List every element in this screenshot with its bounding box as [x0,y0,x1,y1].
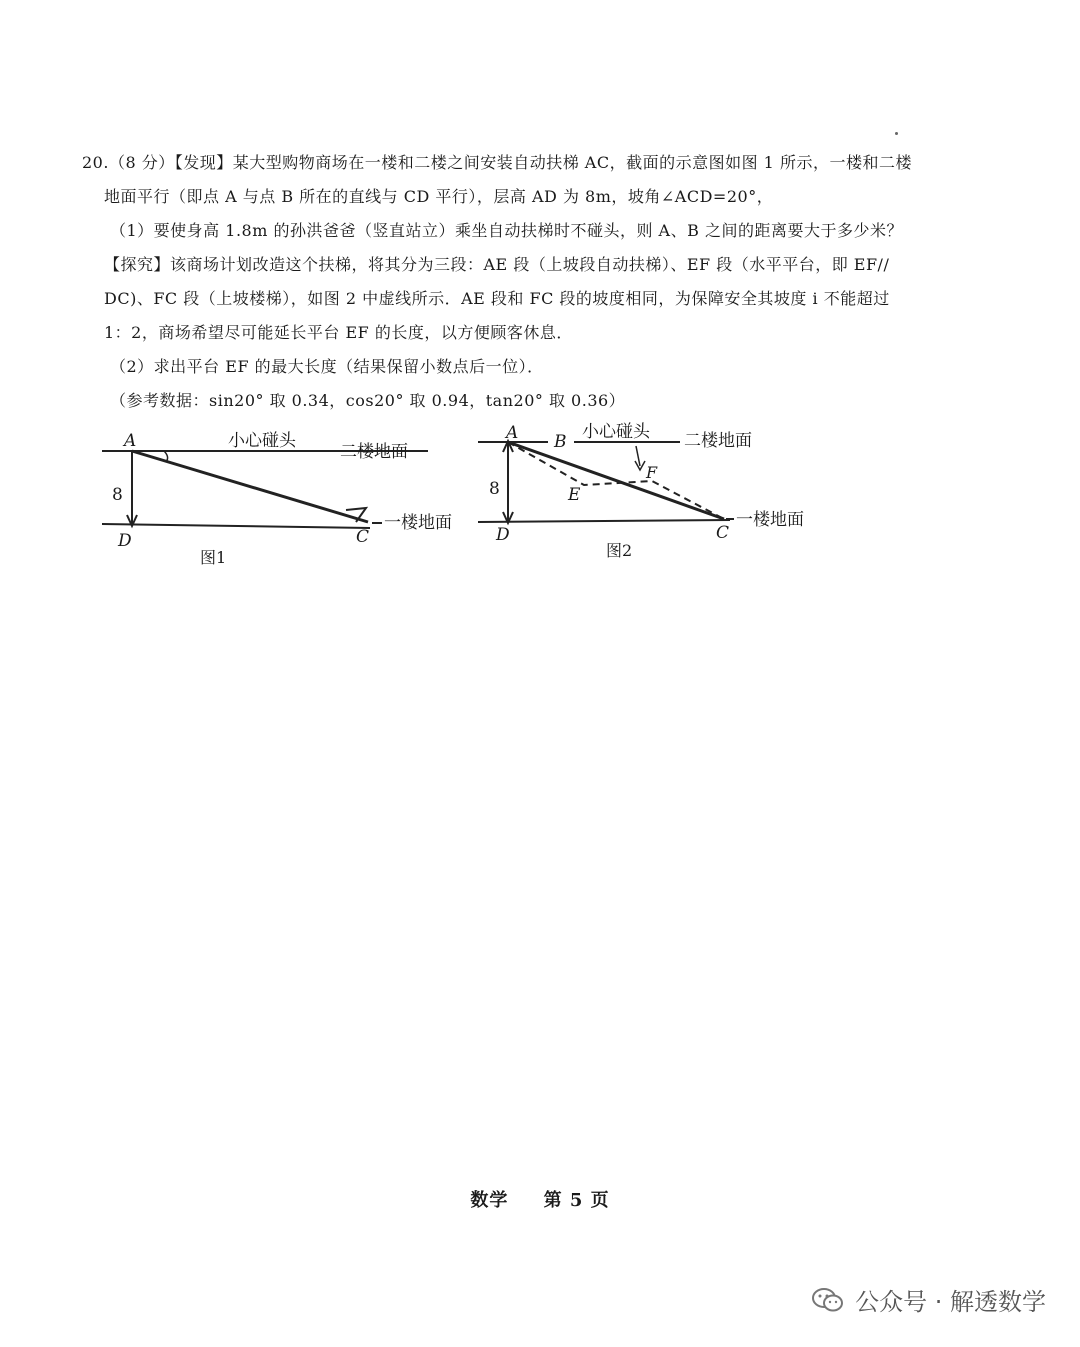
second-floor-label: 二楼地面 [684,431,752,451]
warning-text: 小心碰头 [228,431,296,451]
subject-label: 数学 [470,1190,509,1211]
label-c: C [716,523,730,543]
watermark [811,1282,1046,1317]
question-1: （1）要使身高 1.8m 的孙洪爸爸（竖直站立）乘坐自动扶梯时不碰头，则 A、B 之间的距离要大于多少米？ [110,221,903,240]
first-floor-line [478,520,730,522]
page-footer [0,1186,1080,1212]
label-e: E [568,485,581,505]
explore-line: 1：2，商场希望尽可能延长平台 EF 的长度，以方便顾客休息． [104,323,573,342]
label-d: D [496,525,510,545]
height-label: 8 [489,479,500,499]
height-label: 8 [112,485,123,505]
label-f: F [646,463,658,482]
figure-2-caption: 图2 [606,541,633,560]
escalator-ac [508,442,724,519]
problem-line: 地面平行（即点 A 与点 B 所在的直线与 CD 平行），层高 AD 为 8m，坡角∠ACD=20°， [104,187,774,206]
wechat-icon [811,1286,845,1314]
label-a: A [506,423,519,443]
label-a: A [124,431,137,451]
second-floor-label: 二楼地面 [340,442,408,462]
label-b: B [554,432,567,452]
label-d: D [118,531,132,551]
problem-line: 20.（8 分）【发现】某大型购物商场在一楼和二楼之间安装自动扶梯 AC，截面的示意图如图 1 所示，一楼和二楼 [82,153,912,172]
reference-data: （参考数据：sin20° 取 0.34，cos20° 取 0.94，tan20° 取 0.36） [110,391,626,410]
first-floor-label: 一楼地面 [384,513,452,533]
watermark-text: 公众号 · 解透数学 [855,1288,1046,1316]
figure-1-caption: 图1 [200,548,227,567]
first-floor-label: 一楼地面 [736,510,804,530]
warning-text: 小心碰头 [582,422,650,442]
question-2: （2）求出平台 EF 的最大长度（结果保留小数点后一位）． [110,357,544,376]
page-number: 第 5 页 [543,1190,610,1211]
explore-line: DC)、FC 段（上坡楼梯），如图 2 中虚线所示．AE 段和 FC 段的坡度相同，为保障安全其坡度 i 不能超过 [104,289,890,308]
explore-line: 【探究】该商场计划改造这个扶梯，将其分为三段：AE 段（上坡段自动扶梯）、EF 段（水平平台，即 EF// [104,255,890,274]
label-c: C [356,527,370,547]
